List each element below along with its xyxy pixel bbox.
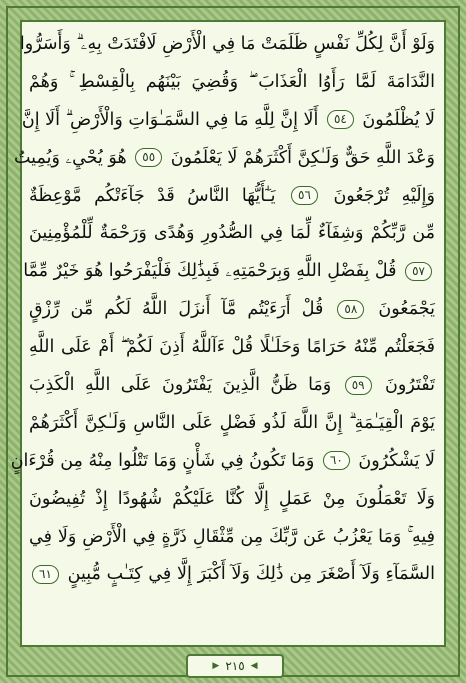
ayah-number-marker: ٦٠ — [323, 451, 350, 470]
verse-line — [19, 26, 435, 64]
left-arrow-icon[interactable]: ◀ — [250, 661, 258, 671]
verse-text: السَّمَآءِ وَلَآ أَصْغَرَ مِن ذَٰلِكَ وَلَآ أَكْبَرَ إِلَّا فِي كِتَـٰبٍ مُّبِينٍ — [67, 564, 435, 585]
verse-text: النَّدَامَةَ لَمَّا رَأَوُا الْعَذَابَ ۖ وَقُضِيَ بَيْنَهُم بِالْقِسْطِ ۚ وَهُمْ — [29, 71, 435, 92]
verse-line — [29, 291, 435, 329]
verse-line — [29, 367, 435, 405]
verse-text: وَلَوْ أَنَّ لِكُلِّ نَفْسٍ ظَلَمَتْ مَا فِي الْأَرْضِ لَافْتَدَتْ بِهِۦ ۗ وَأَسَرُّوا — [19, 34, 435, 54]
verse-line — [29, 405, 435, 443]
page-number: ٢١٥ — [225, 659, 245, 673]
verse-line — [23, 253, 435, 291]
verse-line — [29, 481, 435, 519]
verse-text: تَفْتَرُونَ — [385, 375, 435, 396]
verse-text: وَإِلَيْهِ تُرْجَعُونَ — [333, 185, 435, 206]
ayah-number-marker: ٥٦ — [291, 186, 318, 205]
verse-text: هُوَ يُحْيِۦ وَيُمِيتُ — [14, 147, 127, 168]
verse-line — [21, 102, 435, 140]
verse-text: فَجَعَلْتُم مِّنْهُ حَرَامًا وَحَلَـٰلًا قُلْ ءَآللَّهُ أَذِنَ لَكُمْ ۖ أَمْ عَلَى اللَّهِ — [29, 337, 435, 358]
verse-text: يَـٰٓأَيُّهَا النَّاسُ قَدْ جَآءَتْكُم مَّوْعِظَةٌ — [29, 185, 276, 206]
verse-text: يَجْمَعُونَ — [378, 299, 435, 320]
verse-text: لَا يَشْكُرُونَ — [358, 450, 435, 471]
verse-line — [29, 178, 435, 216]
ayah-number-marker: ٥٨ — [337, 300, 364, 319]
ayah-number-marker: ٦١ — [32, 565, 59, 584]
verse-line — [29, 556, 435, 594]
ayah-number-marker: ٥٥ — [135, 148, 162, 167]
verse-text: يَوْمَ الْقِيَـٰمَةِ ۗ إِنَّ اللَّهَ لَذُو فَضْلٍ عَلَى النَّاسِ وَلَـٰكِنَّ أَكْثَرَهُمْ — [29, 412, 435, 433]
ayah-number-marker: ٥٩ — [345, 376, 372, 395]
page-number-frame — [186, 654, 284, 678]
verse-line — [10, 443, 435, 481]
verse-text: وَعْدَ اللَّهِ حَقٌّ وَلَـٰكِنَّ أَكْثَرَهُمْ لَا يَعْلَمُونَ — [170, 147, 435, 168]
verse-text: مِّن رَّبِّكُمْ وَشِفَآءٌ لِّمَا فِي الصُّدُورِ وَهُدًى وَرَحْمَةٌ لِّلْمُؤْمِنِينَ — [29, 223, 435, 244]
verse-text: فِيهِ ۚ وَمَا يَعْزُبُ عَن رَّبِّكَ مِن مِّثْقَالِ ذَرَّةٍ فِي الْأَرْضِ وَلَا فِي — [29, 526, 435, 547]
verse-line — [29, 519, 435, 557]
verse-text: أَلَا إِنَّ لِلَّهِ مَا فِي السَّمَـٰوَاتِ وَالْأَرْضِ ۗ أَلَا إِنَّ — [21, 109, 319, 130]
verse-line — [14, 140, 435, 178]
verse-text: وَمَا ظَنُّ الَّذِينَ يَفْتَرُونَ عَلَى اللَّهِ الْكَذِبَ — [29, 375, 332, 396]
quran-text-block — [10, 26, 435, 636]
verse-text: قُلْ أَرَءَيْتُم مَّآ أَنزَلَ اللَّهُ لَكُم مِّن رِّزْقٍ — [29, 299, 324, 320]
verse-text: وَمَا تَكُونُ فِي شَأْنٍ وَمَا تَتْلُوا مِنْهُ مِن قُرْءَانٍ — [10, 450, 315, 471]
verse-text: قُلْ بِفَضْلِ اللَّهِ وَبِرَحْمَتِهِۦ فَبِذَٰلِكَ فَلْيَفْرَحُوا هُوَ خَيْرٌ مِّمَّا — [23, 261, 397, 282]
right-arrow-icon[interactable]: ▶ — [212, 661, 220, 671]
verse-line — [29, 329, 435, 367]
verse-line — [29, 215, 435, 253]
verse-line — [29, 64, 435, 102]
ayah-number-marker: ٥٧ — [405, 262, 432, 281]
ayah-number-marker: ٥٤ — [327, 110, 354, 129]
verse-text: لَا يُظْلَمُونَ — [362, 109, 435, 130]
verse-text: وَلَا تَعْمَلُونَ مِنْ عَمَلٍ إِلَّا كُنَّا عَلَيْكُمْ شُهُودًا إِذْ تُفِيضُونَ — [29, 488, 435, 509]
